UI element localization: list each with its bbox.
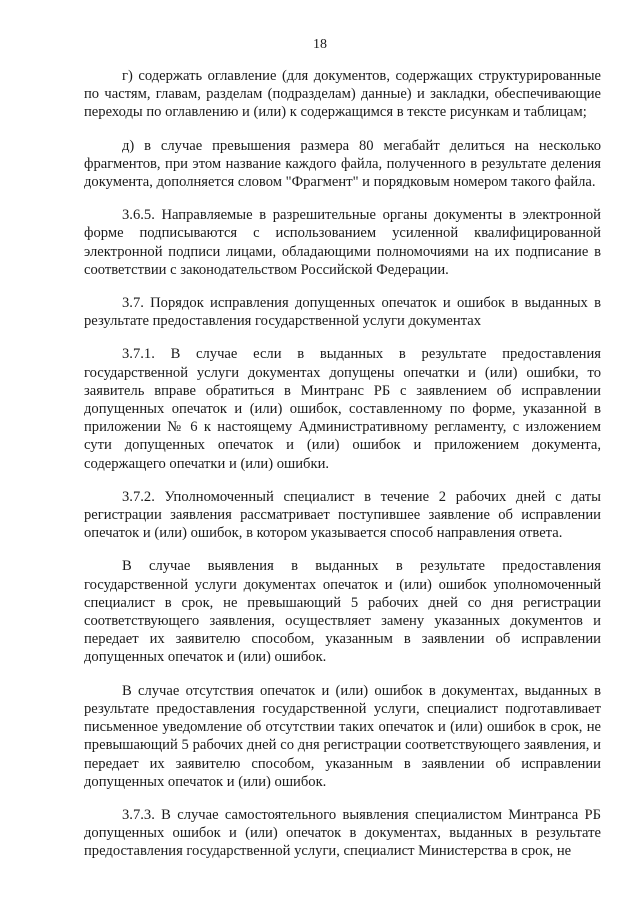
paragraph-item-g: г) содержать оглавление (для документов, содержащих структурированные по частям, главам, разделам (подразделам) данные) и закладки, обеспечивающие переходы по оглавлению и (или) к содержащимся в тексте рисункам и таблицам; xyxy=(84,68,601,121)
page-number: 18 xyxy=(313,37,327,52)
paragraph-3-7-3: 3.7.3. В случае самостоятельного выявления специалистом Минтранса РБ допущенных ошибок и (или) опечаток в документах, выданных в результате предоставления государственной услуги, специалист Министерства в срок, не xyxy=(84,806,601,860)
paragraph-no-errors: В случае отсутствия опечаток и (или) ошибок в документах, выданных в результате предоставления государственной услуги, специалист подготавливает письменное уведомление об отсутствии таких опечаток и (или) ошибок в срок, не превышающий 5 рабочих дней со дня регистрации соответствующего заявления, и передает их заявителю способом, указанным в заявлении об исправлении допущенных опечаток и (или) ошибок. xyxy=(84,682,601,790)
paragraph-3-6-5: 3.6.5. Направляемые в разрешительные органы документы в электронной форме подписываются с использованием усиленной квалифицированной электронной подписи лицами, обладающими полномочиями на их подписание в соответствии с законодательством Российской Федерации. xyxy=(84,207,601,278)
paragraph-3-7-1: 3.7.1. В случае если в выданных в результате предоставления государственной услуги документах допущены опечатки и (или) ошибки, то заявитель вправе обратиться в Минтранс РБ с заявлением об исправлении допущенных опечаток и (или) ошибок, составленному по форме, указанной в приложении № 6 к настоящему Административному регламенту, с изложением сути допущенных опечаток и (или) ошибок и приложением документа, содержащего опечатки и (или) ошибки. xyxy=(84,346,601,472)
document-body xyxy=(84,67,601,861)
paragraph-errors-found: В случае выявления в выданных в результате предоставления государственной услуги документах опечаток и (или) ошибок уполномоченный специалист в срок, не превышающий 5 рабочих дней со дня регистрации соответствующего заявления, осуществляет замену указанных документов и передает их заявителю способом, указанным в заявлении об исправлении допущенных опечаток и (или) ошибок. xyxy=(84,558,601,666)
paragraph-3-7-2: 3.7.2. Уполномоченный специалист в течение 2 рабочих дней с даты регистрации заявления рассматривает поступившее заявление об исправлении опечаток и (или) ошибок, в котором указывается способ направления ответа. xyxy=(84,488,601,542)
paragraph-item-d: д) в случае превышения размера 80 мегабайт делиться на несколько фрагментов, при этом название каждого файла, полученного в результате деления документа, дополняется словом "Фрагмент" и порядковым номером такого файла. xyxy=(84,137,601,191)
section-heading-3-7: 3.7. Порядок исправления допущенных опечаток и ошибок в выданных в результате предоставления государственной услуги документах xyxy=(84,295,601,330)
